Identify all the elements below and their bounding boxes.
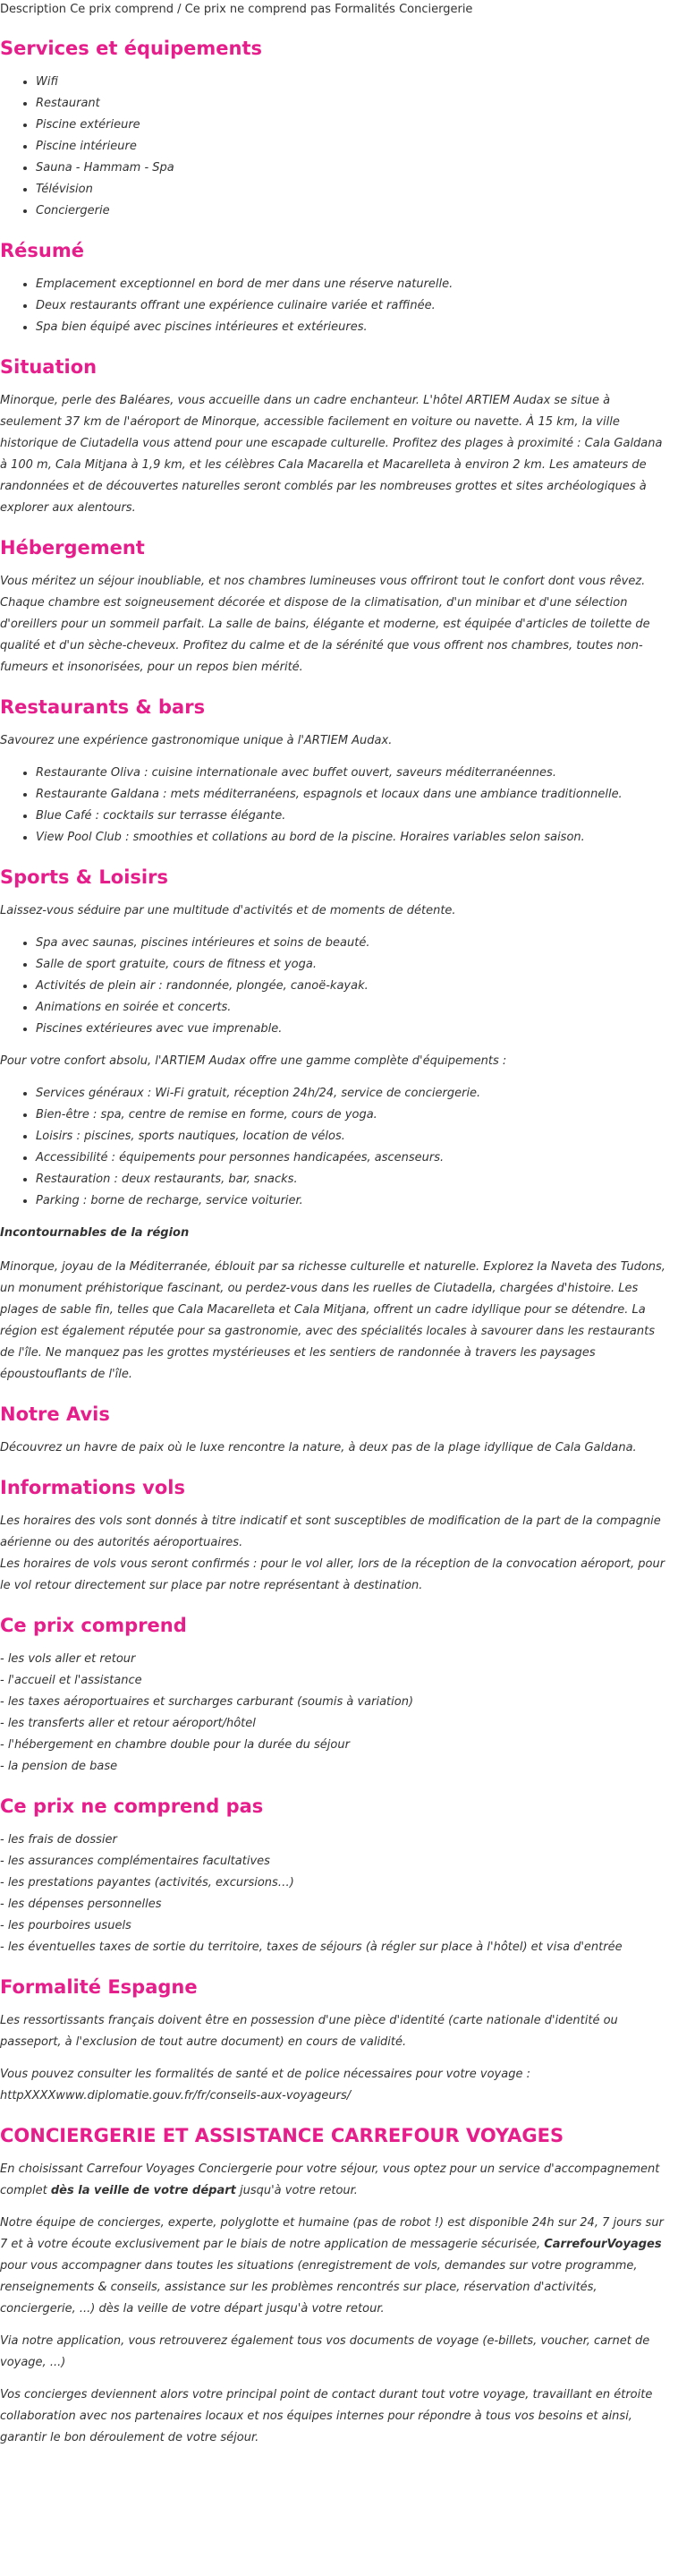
- list-item: • Emplacement exceptionnel en bord de mer dans une réserve naturelle.: [36, 274, 671, 295]
- list-item: - les frais de dossier: [0, 1833, 117, 1847]
- list-item: • Blue Café : cocktails sur terrasse élégante.: [36, 806, 671, 827]
- formalite-heading: Formalité Espagne: [0, 1976, 198, 1998]
- situation-text: Minorque, perle des Baléares, vous accueille dans un cadre enchanteur. L'hôtel ARTIEM Audax se situe à seulement 37 km de l'aéroport de Minorque, accessible facilement en voiture ou navette. À 15 km, la ville historique de Ciutadella vous attend pour une escapade culturelle. Profitez des plages à proximité : Cala Galdana à 100 m, Cala Mitjana à 1,9 km, et les célèbres Cala Macarella et Macarelleta à environ 2 km. Les amateurs de randonnées et de découvertes naturelles seront comblés par les nombreuses grottes et sites archéologiques à explorer aux alentours.: [0, 394, 663, 515]
- equipements-intro: Pour votre confort absolu, l'ARTIEM Audax offre une gamme complète d'équipements :: [0, 1054, 507, 1068]
- tab-prix-ne-comprend[interactable]: Ce prix ne comprend pas: [184, 3, 331, 16]
- ne-comprend-list: [0, 1830, 671, 1958]
- sports-list: [0, 933, 671, 1040]
- list-item: • Loisirs : piscines, sports nautiques, location de vélos.: [36, 1126, 671, 1147]
- comprend-list: [0, 1649, 671, 1778]
- list-item: • Spa avec saunas, piscines intérieures et soins de beauté.: [36, 933, 671, 954]
- list-item: • Restaurant: [36, 93, 671, 115]
- list-item: • Activités de plein air : randonnée, plongée, canoë-kayak.: [36, 976, 671, 997]
- text-run: pour vous accompagner dans toutes les situations (enregistrement de vols, demandes sur votre programme, renseignements & conseils, assistance sur les problèmes rencontrés sur place, réservation d'activités, conciergerie, ...) dès la veille de votre départ jusqu'à votre retour.: [0, 2259, 638, 2316]
- restaurants-list: [0, 763, 671, 849]
- text-run: jusqu'à votre retour.: [235, 2184, 358, 2197]
- avis-heading: Notre Avis: [0, 1403, 110, 1425]
- bold-run: CarrefourVoyages: [544, 2238, 662, 2251]
- sports-heading: Sports & Loisirs: [0, 866, 168, 888]
- list-item: - l'hébergement en chambre double pour la durée du séjour: [0, 1738, 350, 1752]
- sports-intro: Laissez-vous séduire par une multitude d'activités et de moments de détente.: [0, 904, 456, 917]
- list-item: • Piscine extérieure: [36, 115, 671, 136]
- list-item: • Wifi: [36, 72, 671, 93]
- list-item: • Télévision: [36, 179, 671, 200]
- list-item: • Piscines extérieures avec vue imprenable.: [36, 1019, 671, 1040]
- list-item: • Accessibilité : équipements pour personnes handicapées, ascenseurs.: [36, 1147, 671, 1169]
- list-item: • View Pool Club : smoothies et collations au bord de la piscine. Horaires variables selon saison.: [36, 827, 671, 849]
- list-item: • Salle de sport gratuite, cours de fitness et yoga.: [36, 954, 671, 976]
- bold-run: dès la veille de votre départ: [50, 2184, 236, 2197]
- formalite-p1: Les ressortissants français doivent être en possession d'une pièce d'identité (carte nationale d'identité ou passeport, à l'exclusion de tout autre document) en cours de validité.: [0, 2014, 618, 2049]
- formalite-p2: Vous pouvez consulter les formalités de santé et de police nécessaires pour votre voyage : httpXXXXwww.diplomatie.gouv.fr/fr/conseils-aux-voyageurs/: [0, 2068, 530, 2103]
- list-item: • Deux restaurants offrant une expérience culinaire variée et raffinée.: [36, 295, 671, 317]
- list-item: - les transferts aller et retour aéroport/hôtel: [0, 1717, 256, 1730]
- tab-conciergerie[interactable]: Conciergerie: [399, 3, 473, 16]
- list-item: • Parking : borne de recharge, service voiturier.: [36, 1190, 671, 1212]
- text-run: En choisissant Carrefour Voyages Conciergerie pour votre séjour, vous optez pour un service d'accompagnement complet: [0, 2162, 660, 2197]
- list-item: - les dépenses personnelles: [0, 1898, 162, 1911]
- list-item: • Restaurante Oliva : cuisine internationale avec buffet ouvert, saveurs méditerranéennes.: [36, 763, 671, 784]
- hebergement-text: Vous méritez un séjour inoubliable, et nos chambres lumineuses vous offriront tout le confort dont vous rêvez. Chaque chambre est soigneusement décorée et dispose de la climatisation, d'un minibar et d'une sélection d'oreillers pour un sommeil parfait. La salle de bains, élégante et moderne, est équipée d'articles de toilette de qualité et d'un sèche-cheveux. Profitez du calme et de la sérénité que vous offrent nos chambres, toutes non-fumeurs et insonorisées, pour un repos bien mérité.: [0, 575, 650, 674]
- conciergerie-heading: CONCIERGERIE ET ASSISTANCE CARREFOUR VOYAGES: [0, 2125, 564, 2146]
- list-item: - la pension de base: [0, 1760, 118, 1773]
- text-run: Notre équipe de concierges, experte, polyglotte et humaine (pas de robot !) est disponible 24h sur 24, 7 jours sur 7 et à votre écoute exclusivement par le biais de notre application de messagerie sécurisée,: [0, 2216, 664, 2251]
- list-item: - les taxes aéroportuaires et surcharges carburant (soumis à variation): [0, 1695, 414, 1709]
- conciergerie-p3: Via notre application, vous retrouverez également tous vos documents de voyage (e-billets, voucher, carnet de voyage, ...): [0, 2334, 650, 2369]
- conciergerie-p2: [0, 2213, 671, 2320]
- equipements-list: [0, 1083, 671, 1212]
- tab-description[interactable]: Description: [0, 3, 67, 16]
- tab-prix-comprend[interactable]: Ce prix comprend: [70, 3, 174, 16]
- services-list: [0, 72, 671, 222]
- region-text: Minorque, joyau de la Méditerranée, éblouit par sa richesse culturelle et naturelle. Explorez la Naveta des Tudons, un monument préhistorique fascinant, ou perdez-vous dans les ruelles de Ciutadella, chargées d'histoire. Les plages de sable fin, telles que Cala Macarelleta et Cala Mitjana, offrent un cadre idyllique pour se détendre. La région est également réputée pour sa gastronomie, avec des spécialités locales à savourer dans les restaurants de l'île. Ne manquez pas les grottes mystérieuses et les sentiers de randonnée à travers les paysages époustouflants de l'île.: [0, 1260, 665, 1381]
- list-item: - l'accueil et l'assistance: [0, 1674, 142, 1687]
- tab-formalites[interactable]: Formalités: [335, 3, 395, 16]
- resume-heading: Résumé: [0, 240, 84, 261]
- restaurants-heading: Restaurants & bars: [0, 696, 206, 718]
- tab-separator: /: [177, 3, 182, 16]
- vols-heading: Informations vols: [0, 1477, 185, 1498]
- services-heading: Services et équipements: [0, 38, 263, 59]
- avis-text: Découvrez un havre de paix où le luxe rencontre la nature, à deux pas de la plage idyllique de Cala Galdana.: [0, 1441, 637, 1454]
- list-item: • Services généraux : Wi-Fi gratuit, réception 24h/24, service de conciergerie.: [36, 1083, 671, 1105]
- list-item: • Animations en soirée et concerts.: [36, 997, 671, 1019]
- resume-list: [0, 274, 671, 338]
- restaurants-intro: Savourez une expérience gastronomique unique à l'ARTIEM Audax.: [0, 734, 393, 747]
- list-item: • Bien-être : spa, centre de remise en forme, cours de yoga.: [36, 1105, 671, 1126]
- list-item: • Spa bien équipé avec piscines intérieures et extérieures.: [36, 317, 671, 338]
- list-item: - les pourboires usuels: [0, 1919, 131, 1932]
- list-item: - les éventuelles taxes de sortie du territoire, taxes de séjours (à régler sur place à l'hôtel) et visa d'entrée: [0, 1941, 623, 1954]
- list-item: • Conciergerie: [36, 200, 671, 222]
- conciergerie-p4: Vos concierges deviennent alors votre principal point de contact durant tout votre voyage, travaillant en étroite collaboration avec nos partenaires locaux et nos équipes internes pour répondre à tous vos besoins et ainsi, garantir le bon déroulement de votre séjour.: [0, 2388, 653, 2444]
- region-subheading: Incontournables de la région: [0, 1226, 190, 1240]
- ne-comprend-heading: Ce prix ne comprend pas: [0, 1796, 264, 1817]
- list-item: - les vols aller et retour: [0, 1652, 136, 1666]
- hebergement-heading: Hébergement: [0, 537, 145, 559]
- vols-line-2: Les horaires de vols vous seront confirmés : pour le vol aller, lors de la réception de la convocation aéroport, pour le vol retour directement sur place par notre représentant à destination.: [0, 1557, 665, 1592]
- tabs-bar: [0, 0, 671, 20]
- situation-heading: Situation: [0, 356, 97, 378]
- comprend-heading: Ce prix comprend: [0, 1615, 187, 1636]
- list-item: • Sauna - Hammam - Spa: [36, 158, 671, 179]
- list-item: - les assurances complémentaires facultatives: [0, 1855, 270, 1868]
- conciergerie-p1: [0, 2159, 671, 2202]
- list-item: • Restaurante Galdana : mets méditerranéens, espagnols et locaux dans une ambiance traditionnelle.: [36, 784, 671, 806]
- list-item: • Restauration : deux restaurants, bar, snacks.: [36, 1169, 671, 1190]
- vols-line-1: Les horaires des vols sont donnés à titre indicatif et sont susceptibles de modification de la part de la compagnie aérienne ou des autorités aéroportuaires.: [0, 1514, 661, 1549]
- list-item: • Piscine intérieure: [36, 136, 671, 158]
- list-item: - les prestations payantes (activités, excursions…): [0, 1876, 294, 1889]
